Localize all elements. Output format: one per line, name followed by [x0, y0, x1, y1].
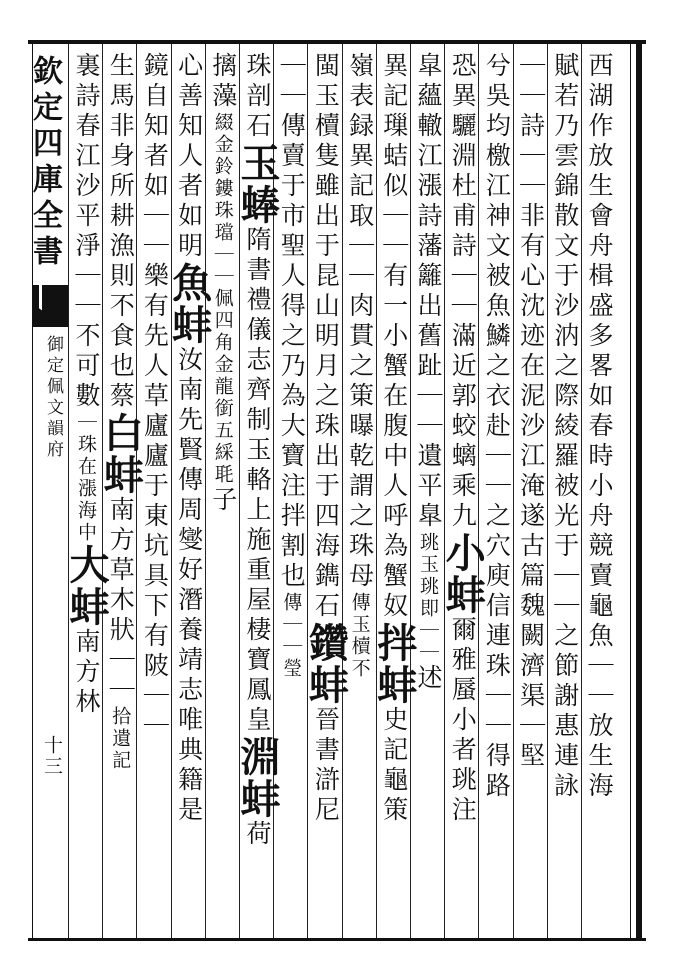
- body-text: 兮吳均檄江神文被魚鱗之衣赴｜｜之穴庾信連珠｜｜得路: [482, 52, 512, 802]
- heading-character: 拌: [370, 622, 418, 664]
- body-text: 史記龜策: [379, 706, 409, 826]
- heading-character: 魚: [165, 262, 213, 304]
- body-text: 汝南先賢傳周燮好潛養靖志唯典籍是: [174, 346, 204, 826]
- body-text: 摛藻: [208, 52, 238, 112]
- heading-character: 蜯: [234, 184, 281, 226]
- body-text: 晉書滸尼: [311, 706, 341, 826]
- annotation-text: 拾遺記: [109, 706, 132, 772]
- body-text: 述: [414, 664, 443, 694]
- body-text: 異記璅蛣似｜｜有一小蟹在腹中人呼為蟹奴: [379, 52, 409, 622]
- heading-character: 淵: [234, 736, 281, 778]
- book-subtitle: 御定佩文韻府: [43, 335, 63, 461]
- page-bottom-border: [28, 938, 646, 941]
- body-text: 心善知人者如明: [174, 52, 204, 262]
- heading-character: 蚌: [439, 574, 487, 616]
- book-title: 欽定四庫全書: [27, 55, 62, 271]
- body-text: 西湖作放生會舟楫盛多畧如春時小舟競賣龜魚: [585, 52, 614, 652]
- annotation-text: 傳玉櫝不: [348, 592, 371, 680]
- body-text: ｜｜傳賣于市聖人得之乃為大寶注拌割也: [277, 52, 307, 592]
- page-right-inner-line: [630, 40, 631, 940]
- body-text: 閩玉櫝隻雖出于昆山明月之珠出于四海鐫石: [311, 52, 341, 622]
- heading-character: 蚌: [234, 778, 281, 820]
- body-text: 裏詩春江沙平淨｜｜不可數: [72, 52, 101, 412]
- body-text: 南方林: [72, 628, 101, 718]
- heading-character: 大: [63, 544, 110, 586]
- annotation-text: 綴金鈴鏤珠璫｜｜佩四角金龍銜五綵毦: [211, 112, 234, 486]
- body-text: 子: [208, 486, 238, 516]
- body-text: 隋書禮儀志齊制玉輅上施重屋棲寶鳳皇: [243, 226, 272, 736]
- body-text: 荷: [243, 820, 272, 850]
- page-number: 十三: [41, 735, 63, 777]
- page-right-border: [636, 40, 642, 940]
- heading-character: 玉: [234, 142, 281, 184]
- body-text: 生馬非身所耕漁則不食也蔡: [106, 52, 136, 412]
- annotation-text: 傳｜｜瑩: [280, 592, 303, 680]
- page-top-border: [28, 40, 646, 44]
- heading-character: 蚌: [63, 586, 110, 628]
- heading-character: 蚌: [97, 454, 145, 496]
- heading-character: 蚌: [370, 664, 418, 706]
- heading-character: 鑽: [302, 622, 350, 664]
- heading-character: 蚌: [165, 304, 213, 346]
- annotation-text: 珧玉珧即｜｜: [417, 532, 439, 664]
- heading-character: 蚌: [302, 664, 350, 706]
- body-text: 嶺表録異記取｜｜肉貫之䇿曝乾謂之珠母: [345, 52, 375, 592]
- body-text: 恐異驪淵杜甫詩｜｜滿近郭蛟螭乘九: [448, 52, 478, 532]
- body-text: 南方草木狀｜｜: [106, 496, 136, 706]
- body-text: 放生海: [585, 712, 614, 802]
- heading-character: 白: [97, 412, 145, 454]
- body-text: 鏡自知者如｜｜樂有先人草廬廬于東坑具下有陂｜｜: [140, 52, 170, 742]
- body-text: 賦若乃雲錦散文于沙汭之際綾羅被光于｜｜之節謝惠連詠: [550, 52, 580, 802]
- text-column-c16: [63, 52, 109, 932]
- heading-character: 小: [439, 532, 487, 574]
- annotation-text: ｜珠在漲海中: [75, 412, 97, 544]
- body-text: 爾雅蜃小者珧注: [448, 616, 478, 826]
- body-text: 珠剖石: [243, 52, 272, 142]
- body-text: 皐蘊轍江漲詩藩籬出舊趾｜｜遺平臯: [414, 52, 443, 532]
- body-text: ｜｜詩｜｜非有心沈迹在泥沙江淹遂古篇魏闕濟渠｜堅: [516, 52, 546, 772]
- body-text: ｜｜: [585, 652, 614, 712]
